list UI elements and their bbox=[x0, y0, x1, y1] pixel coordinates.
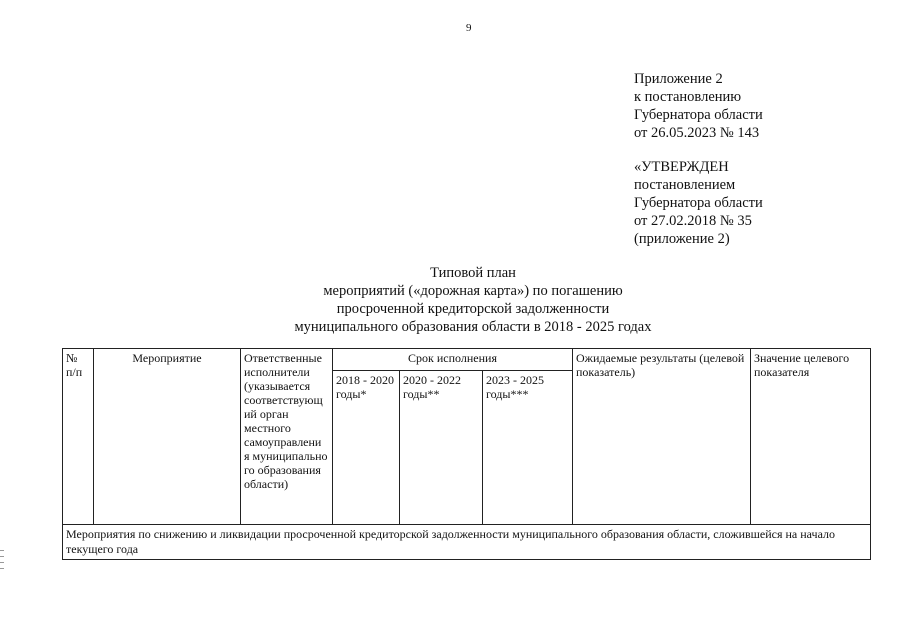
title-line: муниципального образования области в 2018 - 2025 годах bbox=[294, 319, 652, 335]
header-period-2018-2020: 2018 - 2020 годы* bbox=[333, 371, 400, 525]
header-num: № п/п bbox=[63, 349, 94, 525]
title-line: Типовой план bbox=[430, 265, 516, 281]
header-deadline: Срок исполнения bbox=[333, 349, 573, 371]
scan-margin-marks bbox=[0, 550, 4, 574]
header-event: Мероприятие bbox=[94, 349, 241, 525]
header-responsible: Ответственные исполнители (указывается соответствующ ий орган местного самоуправлени я муниципально го образования области) bbox=[241, 349, 333, 525]
margin-mark bbox=[0, 556, 4, 557]
header-period-2023-2025: 2023 - 2025 годы*** bbox=[483, 371, 573, 525]
roadmap-table bbox=[62, 348, 871, 560]
approved-line: (приложение 2) bbox=[634, 231, 730, 247]
page-number: 9 bbox=[466, 22, 472, 34]
header-value: Значение целевого показателя bbox=[751, 349, 871, 525]
approved-line: от 27.02.2018 № 35 bbox=[634, 213, 752, 229]
approval-stamp-text bbox=[634, 158, 763, 248]
appendix-reference bbox=[634, 70, 763, 142]
title-line: просроченной кредиторской задолженности bbox=[336, 301, 610, 317]
appendix-line: Губернатора области bbox=[634, 107, 763, 123]
document-title bbox=[250, 264, 696, 336]
header-results: Ожидаемые результаты (целевой показатель) bbox=[573, 349, 751, 525]
approved-line: постановлением bbox=[634, 177, 736, 193]
appendix-line: от 26.05.2023 № 143 bbox=[634, 125, 760, 141]
margin-mark bbox=[0, 562, 4, 563]
title-line: мероприятий («дорожная карта») по погашению bbox=[323, 283, 623, 299]
appendix-line: Приложение 2 bbox=[634, 71, 723, 87]
margin-mark bbox=[0, 568, 4, 569]
approved-line: «УТВЕРЖДЕН bbox=[634, 159, 729, 175]
approved-line: Губернатора области bbox=[634, 195, 763, 211]
appendix-line: к постановлению bbox=[634, 89, 742, 105]
margin-mark bbox=[0, 550, 4, 551]
section-title: Мероприятия по снижению и ликвидации просроченной кредиторской задолженности муниципального образования области, сложившейся на начало текущего года bbox=[63, 525, 871, 560]
header-period-2020-2022: 2020 - 2022 годы** bbox=[400, 371, 483, 525]
